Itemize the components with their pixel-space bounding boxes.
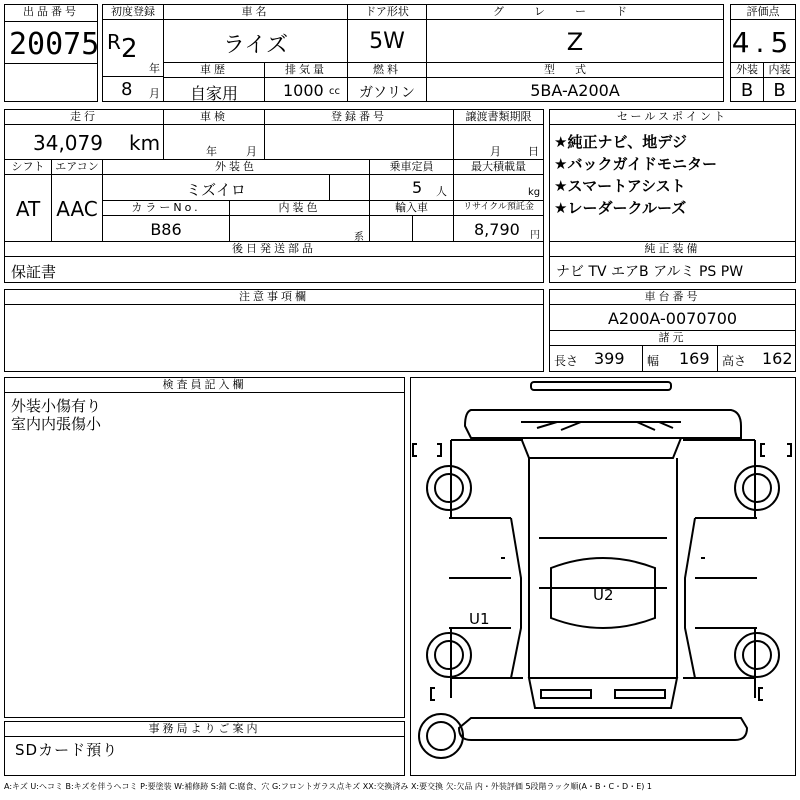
width-cell xyxy=(642,345,718,372)
sales-point-2: ★バックガイドモニター xyxy=(554,155,717,173)
load-label: 最大積載量 xyxy=(453,159,544,175)
lot-number-box xyxy=(4,4,98,102)
import-cell-b xyxy=(412,215,454,242)
import-cell-a xyxy=(369,215,413,242)
recycle-cell xyxy=(453,215,544,242)
ext-color-label: 外装色 xyxy=(102,159,370,175)
era-letter: R xyxy=(107,30,121,54)
height-value: 162 xyxy=(762,349,793,368)
chassis-cell xyxy=(549,304,796,331)
fuel-label: 燃料 xyxy=(347,62,427,78)
exterior-label: 外装 xyxy=(730,62,764,78)
shift-cell xyxy=(4,174,52,242)
interior-label: 内装 xyxy=(763,62,796,78)
mileage-label: 走行 xyxy=(4,109,164,125)
score-label: 評価点 xyxy=(730,4,796,20)
lot-divider xyxy=(5,63,97,64)
door-cell xyxy=(347,19,427,63)
notes-cell xyxy=(4,304,544,372)
int-color-cell xyxy=(229,215,370,242)
int-color-label: 内装色 xyxy=(229,200,370,216)
office-cell xyxy=(4,736,405,776)
interior-value: B xyxy=(773,80,786,101)
sales-cell xyxy=(549,124,796,242)
equipment-label: 純正装備 xyxy=(549,241,796,257)
mileage-unit: km xyxy=(129,131,161,155)
transfer-month-unit: 月 xyxy=(490,145,501,158)
first-reg-label: 初度登録 xyxy=(102,4,164,20)
inspection-year-unit: 年 xyxy=(206,145,217,158)
shift-value: AT xyxy=(15,197,41,221)
ext-color-cell xyxy=(102,174,330,201)
door-value: 5W xyxy=(369,29,405,54)
mileage-value: 34,079 xyxy=(33,131,103,155)
grade-value: Z xyxy=(566,28,584,56)
recycle-unit: 円 xyxy=(530,230,540,241)
height-cell xyxy=(717,345,796,372)
displacement-cell xyxy=(264,77,348,102)
equipment-cell xyxy=(549,256,796,283)
aircon-label: エアコン xyxy=(51,159,103,175)
grade-cell xyxy=(426,19,724,63)
model-label: 型式 xyxy=(426,62,724,78)
lot-number-label: 出品番号 xyxy=(5,5,97,22)
damage-mark-u2: U2 xyxy=(593,586,614,604)
ext-color-spare xyxy=(329,174,370,201)
load-cell xyxy=(453,174,544,201)
length-label: 長さ xyxy=(554,354,579,368)
capacity-cell xyxy=(369,174,454,201)
color-no-value: B86 xyxy=(150,220,182,239)
inspection-month-unit: 月 xyxy=(246,145,257,158)
capacity-label: 乗車定員 xyxy=(369,159,454,175)
damage-mark-u1: U1 xyxy=(469,610,490,628)
import-label: 輸入車 xyxy=(369,200,454,216)
year-unit: 年 xyxy=(149,62,160,75)
recycle-label: リサイクル預託金 xyxy=(453,200,544,216)
exterior-cell xyxy=(730,77,764,102)
transfer-label: 譲渡書類期限 xyxy=(453,109,544,125)
aircon-cell xyxy=(51,174,103,242)
car-name-cell xyxy=(163,19,348,63)
history-cell xyxy=(163,77,265,102)
inspector-label: 検査員記入欄 xyxy=(4,377,405,393)
year-number: 2 xyxy=(121,34,138,64)
dims-label: 諸元 xyxy=(549,330,796,346)
score-cell xyxy=(730,19,796,63)
displacement-label: 排気量 xyxy=(264,62,348,78)
model-cell xyxy=(426,77,724,102)
later-parts-label: 後日発送部品 xyxy=(4,241,544,257)
door-label: ドア形状 xyxy=(347,4,427,20)
office-text: SDカード預り xyxy=(15,741,119,759)
int-color-unit: 系 xyxy=(354,232,364,242)
transfer-day-unit: 日 xyxy=(528,145,539,158)
inspection-label: 車検 xyxy=(163,109,265,125)
history-value: 自家用 xyxy=(189,84,238,102)
length-value: 399 xyxy=(594,349,625,368)
car-name-label: 車名 xyxy=(163,4,348,20)
car-diagram xyxy=(411,378,795,775)
month-number: 8 xyxy=(121,79,133,100)
regno-cell xyxy=(264,124,454,160)
load-unit: kg xyxy=(528,187,541,198)
regno-label: 登録番号 xyxy=(264,109,454,125)
equipment-value: ナビ TV エアB アルミ PS PW xyxy=(556,264,744,280)
office-label: 事務局よりご案内 xyxy=(4,721,405,737)
height-label: 高さ xyxy=(722,354,747,368)
mileage-cell xyxy=(4,124,164,160)
recycle-value: 8,790 xyxy=(474,220,520,239)
sales-point-4: ★レーダークルーズ xyxy=(554,199,687,217)
shift-label: シフト xyxy=(4,159,52,175)
first-reg-year-cell xyxy=(102,19,164,77)
chassis-label: 車台番号 xyxy=(549,289,796,305)
inspection-cell xyxy=(163,124,265,160)
inspector-cell xyxy=(4,392,405,718)
exterior-value: B xyxy=(740,80,754,101)
inspector-line-1: 外装小傷有り xyxy=(11,397,102,415)
fuel-cell xyxy=(347,77,427,102)
sales-point-3: ★スマートアシスト xyxy=(554,177,686,195)
car-diagram-box xyxy=(410,377,796,776)
color-no-cell xyxy=(102,215,230,242)
ext-color-value: ミズイロ xyxy=(186,181,246,199)
history-label: 車歴 xyxy=(163,62,265,78)
sales-label: セールスポイント xyxy=(549,109,796,125)
grade-label: グレード xyxy=(426,4,724,20)
model-value: 5BA-A200A xyxy=(530,81,620,100)
notes-label: 注意事項欄 xyxy=(4,289,544,305)
width-value: 169 xyxy=(679,349,710,368)
sales-point-1: ★純正ナビ、地デジ xyxy=(554,133,687,151)
later-parts-cell xyxy=(4,256,544,283)
inspector-line-2: 室内内張傷小 xyxy=(11,415,102,433)
displacement-value: 1000 xyxy=(283,81,324,100)
later-parts-value: 保証書 xyxy=(11,263,57,281)
score-value: 4.5 xyxy=(731,26,795,59)
car-name: ライズ xyxy=(222,33,289,58)
first-reg-month-cell xyxy=(102,76,164,102)
legend: A:キズ U:ヘコミ B:キズを伴うヘコミ P:要塗装 W:補修跡 S:錆 C:腐食、穴 G:フロントガラス点キズ XX:交換済み X:要交換 欠:欠品 内・外装評価 5段階ラック順(A・B・C・D・E) 1 xyxy=(4,782,653,791)
displacement-unit: cc xyxy=(329,86,340,97)
length-cell xyxy=(549,345,643,372)
fuel-value: ガソリン xyxy=(359,85,415,101)
transfer-cell xyxy=(453,124,544,160)
capacity-unit: 人 xyxy=(436,185,447,198)
month-unit: 月 xyxy=(149,87,160,100)
interior-cell xyxy=(763,77,796,102)
width-label: 幅 xyxy=(647,354,660,368)
capacity-value: 5 xyxy=(412,178,423,197)
aircon-value: AAC xyxy=(56,197,98,221)
chassis-value: A200A-0070700 xyxy=(607,309,738,328)
color-no-label: カラーNo. xyxy=(102,200,230,216)
lot-number: 20075 xyxy=(9,27,100,62)
